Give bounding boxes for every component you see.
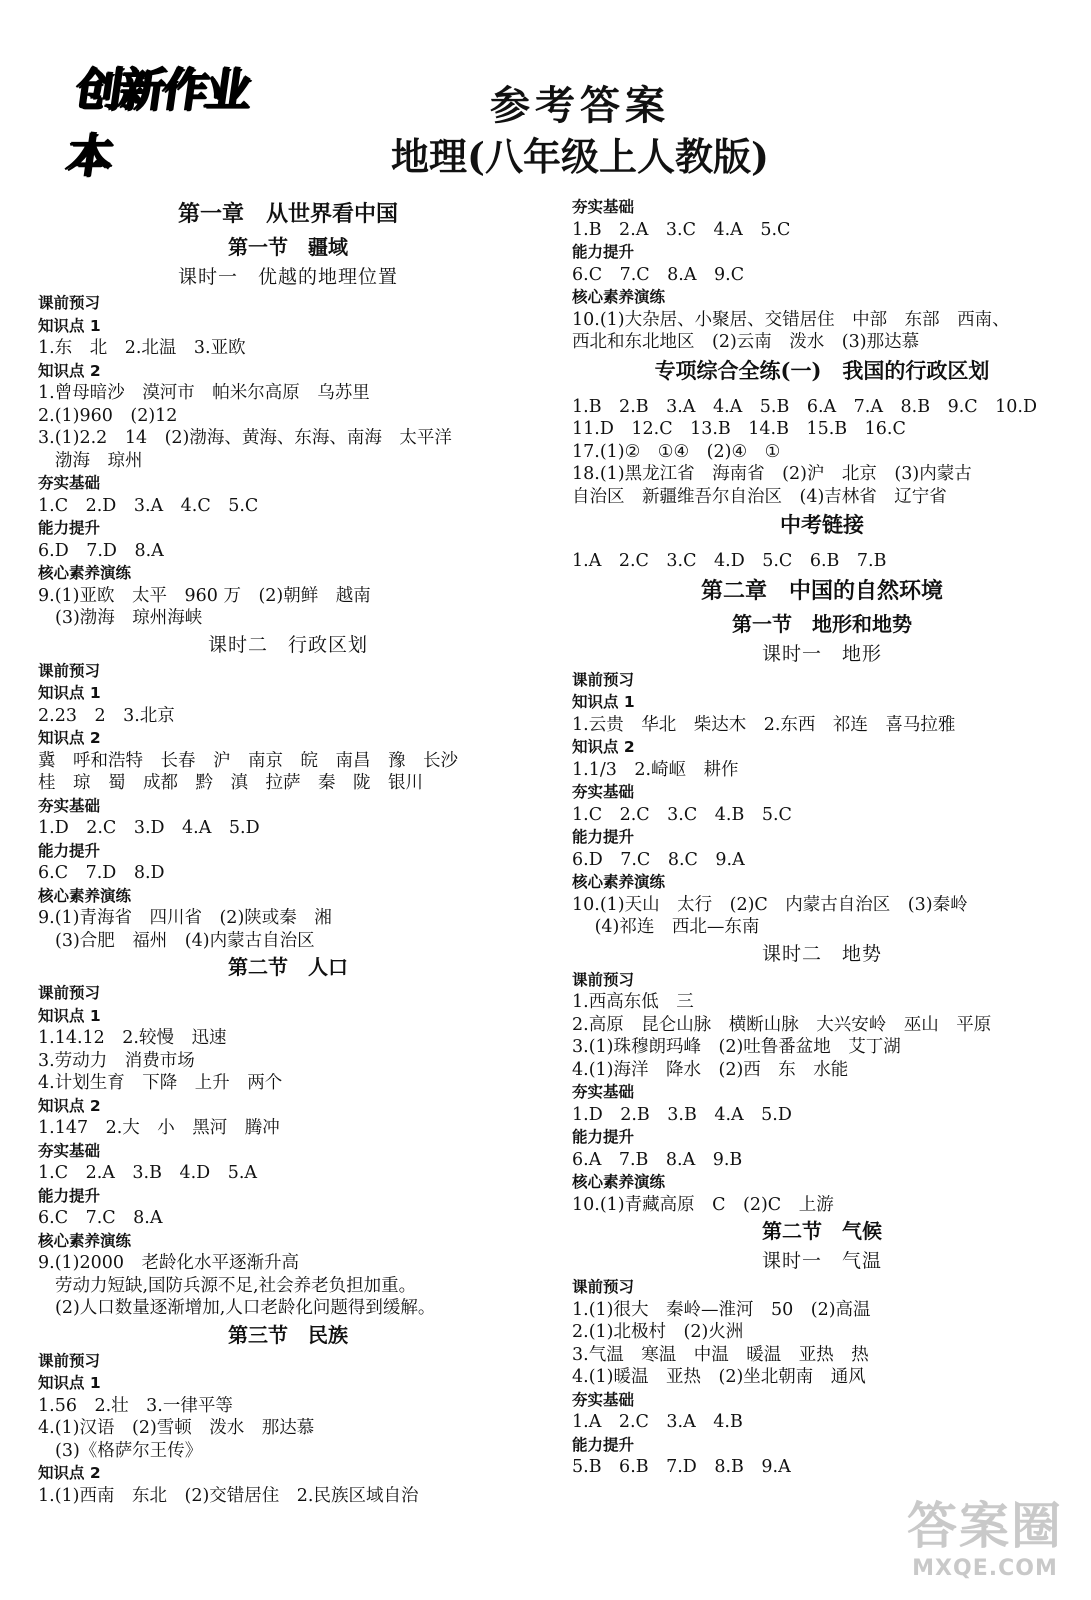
lesson-heading: 课时二 行政区划 <box>207 633 368 656</box>
answer-line: 1.A 2.C 3.A 4.B <box>572 1412 743 1432</box>
subsection-label: 课前预习 <box>572 670 635 689</box>
brand-logo: 创新作业本 <box>63 62 253 182</box>
answer-line: 9.(1)亚欧 太平 960 万 (2)朝鲜 越南 <box>38 585 371 606</box>
answer-line: 6.A 7.B 8.A 9.B <box>572 1149 743 1170</box>
subsection-label: 知识点 1 <box>38 684 101 702</box>
answer-line: 4.计划生育 下降 上升 两个 <box>38 1073 283 1093</box>
answer-line: 1.1/3 2.崎岖 耕作 <box>572 759 739 780</box>
answer-line: 1.(1)西南 东北 (2)交错居住 2.民族区域自治 <box>38 1485 419 1506</box>
answer-line: 4.(1)汉语 (2)雪顿 泼水 那达慕 <box>38 1418 315 1438</box>
subsection-label: 能力提升 <box>38 1186 101 1205</box>
answer-line: 6.C 7.C 8.A 9.C <box>572 264 745 285</box>
answer-line: 2.高原 昆仑山脉 横断山脉 大兴安岭 巫山 平原 <box>572 1014 992 1035</box>
lesson-heading: 课时一 优越的地理位置 <box>177 266 398 288</box>
watermark-domain: MXQE.COM <box>912 1556 1058 1581</box>
subsection-label: 夯实基础 <box>38 1141 101 1160</box>
answer-line: 17.(1)② ①④ (2)④ ① <box>572 441 781 462</box>
answer-line: 1.西高东低 三 <box>572 992 694 1012</box>
answer-line: (4)祁连 西北—东南 <box>589 917 760 937</box>
subsection-label: 课前预习 <box>572 1278 635 1296</box>
answer-line: (3)渤海 琼州海峡 <box>55 608 203 628</box>
answer-line: 6.D 7.D 8.A <box>38 540 164 561</box>
answer-line: 10.(1)大杂居、小聚居、交错居住 中部 东部 西南、 <box>572 309 1010 330</box>
answer-line: 冀 呼和浩特 长春 沪 南京 皖 南昌 豫 长沙 <box>38 750 458 771</box>
subsection-label: 能力提升 <box>572 828 635 846</box>
subsection-label: 核心素养演练 <box>38 886 132 905</box>
page-subtitle: 地理(八年级上人教版) <box>391 134 769 179</box>
lesson-heading: 课时一 气温 <box>761 1250 882 1272</box>
subsection-label: 夯实基础 <box>38 796 101 815</box>
spacer <box>572 542 1072 550</box>
answer-line: 西北和东北地区 (2)云南 泼水 (3)那达慕 <box>572 332 920 352</box>
section-heading: 第二节 人口 <box>228 955 348 979</box>
subsection-label: 能力提升 <box>572 243 635 261</box>
subsection-label: 知识点 2 <box>38 1464 101 1482</box>
lesson-heading: 课时二 地势 <box>761 942 882 965</box>
answer-line: 6.C 7.D 8.D <box>38 863 165 883</box>
site-watermark <box>900 1496 1070 1591</box>
subsection-label: 知识点 1 <box>38 1006 101 1025</box>
answer-line: 1.B 2.B 3.A 4.A 5.B 6.A 7.A 8.B 9.C 10.D <box>572 396 1038 417</box>
answer-line: 6.D 7.C 8.C 9.A <box>572 849 745 870</box>
answer-line: 劳动力短缺,国防兵源不足,社会养老负担加重。 <box>55 1275 417 1296</box>
answer-line: (3)《格萨尔王传》 <box>55 1440 203 1461</box>
subsection-label: 课前预习 <box>572 970 635 989</box>
section-heading: 第一节 疆域 <box>228 235 348 259</box>
subsection-label: 能力提升 <box>572 1435 635 1454</box>
section-heading: 第二节 气候 <box>762 1219 882 1243</box>
answer-line: 1.云贵 华北 柴达木 2.东西 祁连 喜马拉雅 <box>572 714 956 735</box>
answer-line: 5.B 6.B 7.D 8.B 9.A <box>572 1457 791 1477</box>
subsection-label: 知识点 1 <box>572 693 635 711</box>
answer-line: 3.(1)珠穆朗玛峰 (2)吐鲁番盆地 艾丁湖 <box>572 1037 901 1057</box>
subsection-label: 夯实基础 <box>572 198 635 216</box>
subsection-label: 夯实基础 <box>38 474 101 492</box>
answer-line: 1.东 北 2.北温 3.亚欧 <box>38 338 246 358</box>
subsection-label: 夯实基础 <box>572 783 635 801</box>
answer-line: 4.(1)海洋 降水 (2)西 东 水能 <box>572 1059 849 1080</box>
subsection-label: 课前预习 <box>38 294 101 312</box>
answer-line: 2.(1)北极村 (2)火洲 <box>572 1322 744 1342</box>
answer-line: 1.曾母暗沙 漠河市 帕米尔高原 乌苏里 <box>38 383 370 403</box>
subsection-label: 课前预习 <box>38 661 101 680</box>
subsection-label: 知识点 2 <box>38 729 101 747</box>
subsection-label: 知识点 2 <box>38 361 101 380</box>
answer-line: 自治区 新疆维吾尔自治区 (4)吉林省 辽宁省 <box>572 486 947 507</box>
subsection-label: 知识点 1 <box>38 316 101 335</box>
subsection-label: 夯实基础 <box>572 1390 635 1409</box>
answer-line: 1.D 2.B 3.B 4.A 5.D <box>572 1104 792 1125</box>
subsection-label: 能力提升 <box>38 841 101 860</box>
topic-heading: 中考链接 <box>780 512 864 537</box>
subsection-label: 知识点 2 <box>38 1096 101 1115</box>
watermark-text: 答案圈 <box>907 1497 1063 1555</box>
answer-line: 1.(1)很大 秦岭—淮河 50 (2)高温 <box>572 1299 871 1320</box>
subsection-label: 课前预习 <box>38 984 101 1002</box>
subsection-label: 核心素养演练 <box>38 564 132 582</box>
answer-line: 2.(1)960 (2)12 <box>38 405 178 426</box>
subsection-label: 核心素养演练 <box>38 1231 132 1250</box>
answer-line: 1.C 2.C 3.C 4.B 5.C <box>572 804 792 825</box>
answer-line: 1.56 2.壮 3.一律平等 <box>38 1395 233 1416</box>
answer-line: 3.劳动力 消费市场 <box>38 1050 195 1071</box>
subsection-label: 核心素养演练 <box>572 873 666 891</box>
subsection-label: 能力提升 <box>38 519 101 537</box>
answer-line: 1.147 2.大 小 黑河 腾冲 <box>38 1118 280 1138</box>
answer-line: (3)合肥 福州 (4)内蒙古自治区 <box>55 930 315 951</box>
subsection-label: 知识点 2 <box>572 738 635 756</box>
subsection-label: 课前预习 <box>38 1351 101 1370</box>
answer-line: 1.B 2.A 3.C 4.A 5.C <box>572 219 791 240</box>
answer-column-left <box>38 196 538 1507</box>
subsection-label: 核心素养演练 <box>572 1173 666 1191</box>
answer-line: 18.(1)黑龙江省 海南省 (2)沪 北京 (3)内蒙古 <box>572 464 972 484</box>
answer-line: 10.(1)天山 太行 (2)C 内蒙古自治区 (3)秦岭 <box>572 894 968 915</box>
answer-line: 3.气温 寒温 中温 暖温 亚热 热 <box>572 1344 869 1365</box>
subsection-label: 夯实基础 <box>572 1083 635 1101</box>
page-title: 参考答案 <box>490 82 670 129</box>
lesson-heading: 课时一 地形 <box>761 642 882 665</box>
answer-line: 渤海 琼州 <box>55 450 143 471</box>
subsection-label: 知识点 1 <box>38 1374 101 1392</box>
answer-line: 1.C 2.D 3.A 4.C 5.C <box>38 495 259 516</box>
answer-line: 10.(1)青藏高原 C (2)C 上游 <box>572 1194 834 1215</box>
answer-column-right <box>572 196 1072 1479</box>
chapter-heading: 第一章 从世界看中国 <box>177 201 398 227</box>
chapter-heading: 第二章 中国的自然环境 <box>700 577 943 604</box>
answer-line: 3.(1)2.2 14 (2)渤海、黄海、东海、南海 太平洋 <box>38 428 452 448</box>
answer-line: (2)人口数量逐渐增加,人口老龄化问题得到缓解。 <box>55 1298 436 1318</box>
answer-line: 11.D 12.C 13.B 14.B 15.B 16.C <box>572 419 906 439</box>
answer-line: 6.C 7.C 8.A <box>38 1208 163 1228</box>
subsection-label: 能力提升 <box>572 1128 635 1146</box>
topic-heading: 专项综合全练(一) 我国的行政区划 <box>654 357 990 383</box>
answer-line: 桂 琼 蜀 成都 黔 滇 拉萨 秦 陇 银川 <box>38 773 423 793</box>
answer-line: 1.A 2.C 3.C 4.D 5.C 6.B 7.B <box>572 551 887 571</box>
section-heading: 第一节 地形和地势 <box>732 611 912 636</box>
answer-line: 4.(1)暖温 亚热 (2)坐北朝南 通风 <box>572 1367 866 1387</box>
spacer <box>572 388 1072 396</box>
answer-line: 1.D 2.C 3.D 4.A 5.D <box>38 818 260 838</box>
answer-line: 9.(1)2000 老龄化水平逐渐升高 <box>38 1253 300 1273</box>
answer-line: 1.C 2.A 3.B 4.D 5.A <box>38 1163 258 1183</box>
answer-line: 9.(1)青海省 四川省 (2)陕或秦 湘 <box>38 908 332 928</box>
subsection-label: 核心素养演练 <box>572 288 666 306</box>
answer-line: 1.14.12 2.较慢 迅速 <box>38 1028 227 1048</box>
answer-line: 2.23 2 3.北京 <box>38 705 175 726</box>
section-heading: 第三节 民族 <box>228 1322 348 1347</box>
